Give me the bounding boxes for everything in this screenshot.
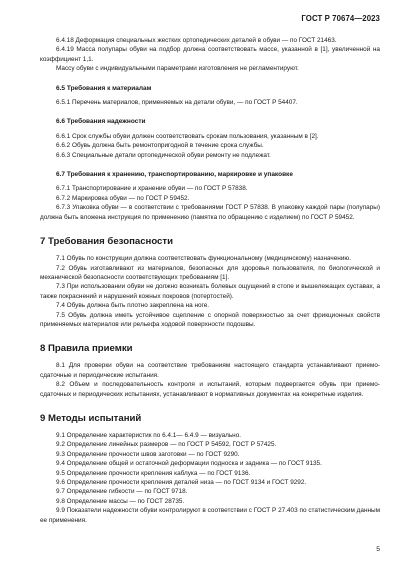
paragraph: 7.2 Обувь изготавливают из материалов, безопасных для здоровья пользователя, по биологической и механической безопасности соответствующих требованиям [1].	[40, 264, 380, 281]
paragraph: 7.3 При использовании обуви не должно возникать болевых ощущений в стопе и вышележащих суставах, а также покраснений и нарушений кожных покровов (потертостей).	[40, 283, 380, 300]
subsection-heading: 6.7 Требования к хранению, транспортированию, маркировке и упаковке	[56, 171, 293, 179]
paragraph: 6.4.18 Деформация специальных жестких ортопедических деталей в обуви — по ГОСТ 21463.	[56, 37, 337, 44]
section-heading: 8 Правила приемки	[40, 343, 133, 355]
paragraph: 8.2 Объем и последовательность контроля и испытаний, которым подвергается обувь при приемо-сдаточных и периодических испытаниях, устанавливают в нормативных документах на конкретные изделия.	[40, 381, 380, 398]
subsection-heading: 6.6 Требования надежности	[56, 118, 146, 126]
paragraph: 6.7.3 Упаковка обуви — в соответствии с требованиями ГОСТ Р 57838. В упаковку каждой пары (полупары) должна быть вложена инструкция по применению (памятка по обращению с изделием) по ГОСТ Р 59452.	[40, 204, 380, 221]
section-heading: 9 Методы испытаний	[40, 412, 142, 424]
paragraph: 6.5.1 Перечень материалов, применяемых на детали обуви, — по ГОСТ Р 54407.	[56, 99, 298, 107]
paragraph: 9.9 Показатели надежности обуви контролируют в соответствии с ГОСТ Р 27.403 по статистическим данным ее применения.	[40, 507, 380, 524]
paragraph: Массу обуви с индивидуальными параметрами изготовления не регламентируют.	[56, 65, 299, 73]
paragraph: 6.6.3 Специальные детали ортопедической обуви ремонту не подлежат.	[56, 151, 271, 159]
paragraph: 6.7.1 Транспортирование и хранение обуви — по ГОСТ Р 57838.	[56, 185, 248, 193]
paragraph: 6.4.19 Масса полупары обуви на подбор должна соответствовать массе, указанной в [1], увеличенной на коэффициент 1,1.	[40, 46, 380, 63]
paragraph: 7.4 Обувь должна быть плотно закреплена на ноге.	[56, 302, 210, 310]
paragraph: 9.5 Определение прочности крепления каблука — по ГОСТ 9136.	[56, 469, 251, 477]
page-number: 5	[376, 546, 380, 553]
paragraph: 9.4 Определение общей и остаточной деформации подноска и задника — по ГОСТ 9135.	[56, 460, 322, 468]
paragraph: 9.7 Определение гибкости — по ГОСТ 9718.	[56, 488, 188, 496]
paragraph: 8.1 Для проверки обуви на соответствие требованиям настоящего стандарта устанавливают приемо-сдаточные и периодические испытания.	[40, 362, 380, 379]
paragraph: 9.3 Определение прочности швов заготовки — по ГОСТ 9290.	[56, 450, 240, 458]
paragraph: 6.6.1 Срок службы обуви должен соответствовать срокам пользования, указанным в [2].	[56, 132, 319, 140]
paragraph: 6.7.2 Маркировка обуви — по ГОСТ Р 59452.	[56, 194, 190, 202]
section-heading: 7 Требования безопасности	[40, 236, 173, 248]
paragraph: 9.8 Определение массы — по ГОСТ 28735.	[56, 497, 185, 505]
document-code-header: ГОСТ Р 70674—2023	[301, 14, 380, 23]
document-body	[40, 36, 380, 525]
subsection-heading: 6.5 Требования к материалам	[56, 84, 152, 92]
paragraph: 9.1 Определение характеристик по 6.4.1— 6.4.9 — визуально.	[56, 431, 242, 439]
paragraph: 7.5 Обувь должна иметь устойчивое сцепление с опорной поверхностью за счет фрикционных свойств применяемых материалов или рельефа ходовой поверхности подошвы.	[40, 311, 380, 328]
paragraph: 9.6 Определение прочности крепления деталей низа — по ГОСТ 9134 и ГОСТ 9292.	[56, 479, 307, 486]
paragraph: 9.2 Определение линейных размеров — по ГОСТ Р 54592, ГОСТ Р 57425.	[56, 441, 277, 449]
paragraph: 6.6.2 Обувь должна быть ремонтопригодной в течение срока службы.	[56, 142, 264, 150]
paragraph: 7.1 Обувь по конструкции должна соответствовать функциональному (медицинскому) назначению.	[56, 255, 351, 263]
